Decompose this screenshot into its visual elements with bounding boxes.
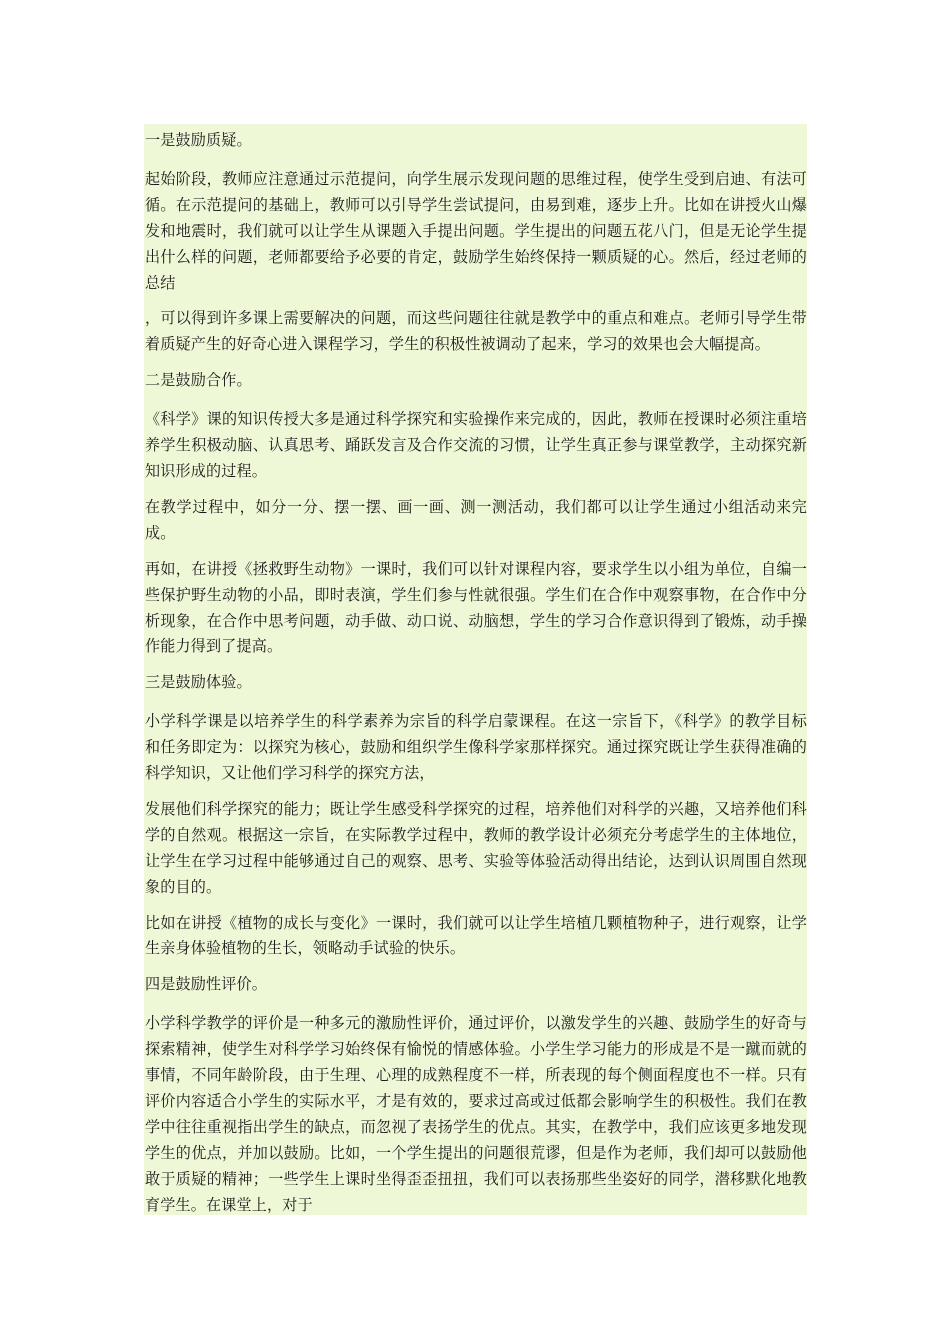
paragraph-questioning-intro: 起始阶段，教师应注意通过示范提问，向学生展示发现问题的思维过程，使学生受到启迪、有法可循。在示范提问的基础上，教师可以引导学生尝试提问，由易到难，逐步上升。比如在讲授火山爆发和地震时，我们就可以让学生从课题入手提出问题。学生提出的问题五花八门，但是无论学生提出什么样的问题，老师都要给予必要的肯定，鼓励学生始终保持一颗质疑的心。然后，经过老师的总结	[145, 169, 807, 292]
paragraph-questioning-continued: ，可以得到许多课上需要解决的问题，而这些问题往往就是教学中的重点和难点。老师引导学生带着质疑产生的好奇心进入课程学习，学生的积极性被调动了起来，学习的效果也会大幅提高。	[145, 309, 807, 354]
document-text-block	[144, 124, 807, 1215]
paragraph-evaluation-body: 小学科学教学的评价是一种多元的激励性评价，通过评价，以激发学生的兴趣、鼓励学生的好奇与探索精神，使学生对科学学习始终保有愉悦的情感体验。小学生学习能力的形成是不是一蹴而就的事情，不同年龄阶段，由于生理、心理的成熟程度不一样，所表现的每个侧面程度也不一样。只有评价内容适合小学生的实际水平，才是有效的，要求过高或过低都会影响学生的积极性。我们在教学中往往重视指出学生的缺点，而忽视了表扬学生的优点。其实，在教学中，我们应该更多地发现学生的优点，并加以鼓励。比如，一个学生提出的问题很荒谬，但是作为老师，我们却可以鼓励他敢于质疑的精神；一些学生上课时坐得歪歪扭扭，我们可以表扬那些坐姿好的同学，潜移默化地教育学生。在课堂上，对于	[145, 1014, 807, 1214]
heading-encourage-cooperation: 二是鼓励合作。	[145, 371, 252, 390]
paragraph-experience-example: 比如在讲授《植物的成长与变化》一课时，我们就可以让学生培植几颗植物种子，进行观察，让学生亲身体验植物的生长，领略动手试验的快乐。	[145, 913, 807, 958]
paragraph-cooperation-activities: 在教学过程中，如分一分、摆一摆、画一画、测一测活动，我们都可以让学生通过小组活动来完成。	[145, 497, 807, 542]
paragraph-cooperation-intro: 《科学》课的知识传授大多是通过科学探究和实验操作来完成的，因此，教师在授课时必须注重培养学生积极动脑、认真思考、踊跃发言及合作交流的习惯，让学生真正参与课堂教学，主动探究新知识形成的过程。	[145, 410, 807, 480]
heading-encourage-experience: 三是鼓励体验。	[145, 673, 252, 692]
heading-encouraging-evaluation: 四是鼓励性评价。	[145, 975, 267, 994]
heading-encourage-questioning: 一是鼓励质疑。	[145, 131, 252, 149]
paragraph-experience-intro: 小学科学课是以培养学生的科学素养为宗旨的科学启蒙课程。在这一宗旨下，《科学》的教学目标和任务即定为：以探究为核心，鼓励和组织学生像科学家那样探究。通过探究既让学生获得准确的科学知识，又让他们学习科学的探究方法，	[145, 712, 807, 783]
paragraph-experience-continued: 发展他们科学探究的能力；既让学生感受科学探究的过程，培养他们对科学的兴趣，又培养他们科学的自然观。根据这一宗旨，在实际教学过程中，教师的教学设计必须充分考虑学生的主体地位，让学生在学习过程中能够通过自己的观察、思考、实验等体验活动得出结论，达到认识周围自然现象的目的。	[145, 799, 807, 896]
paragraph-cooperation-example: 再如，在讲授《拯救野生动物》一课时，我们可以针对课程内容，要求学生以小组为单位，自编一些保护野生动物的小品，即时表演，学生们参与性就很强。学生们在合作中观察事物，在合作中分析现象，在合作中思考问题，动手做、动口说、动脑想，学生的学习合作意识得到了锻炼，动手操作能力得到了提高。	[145, 559, 807, 656]
